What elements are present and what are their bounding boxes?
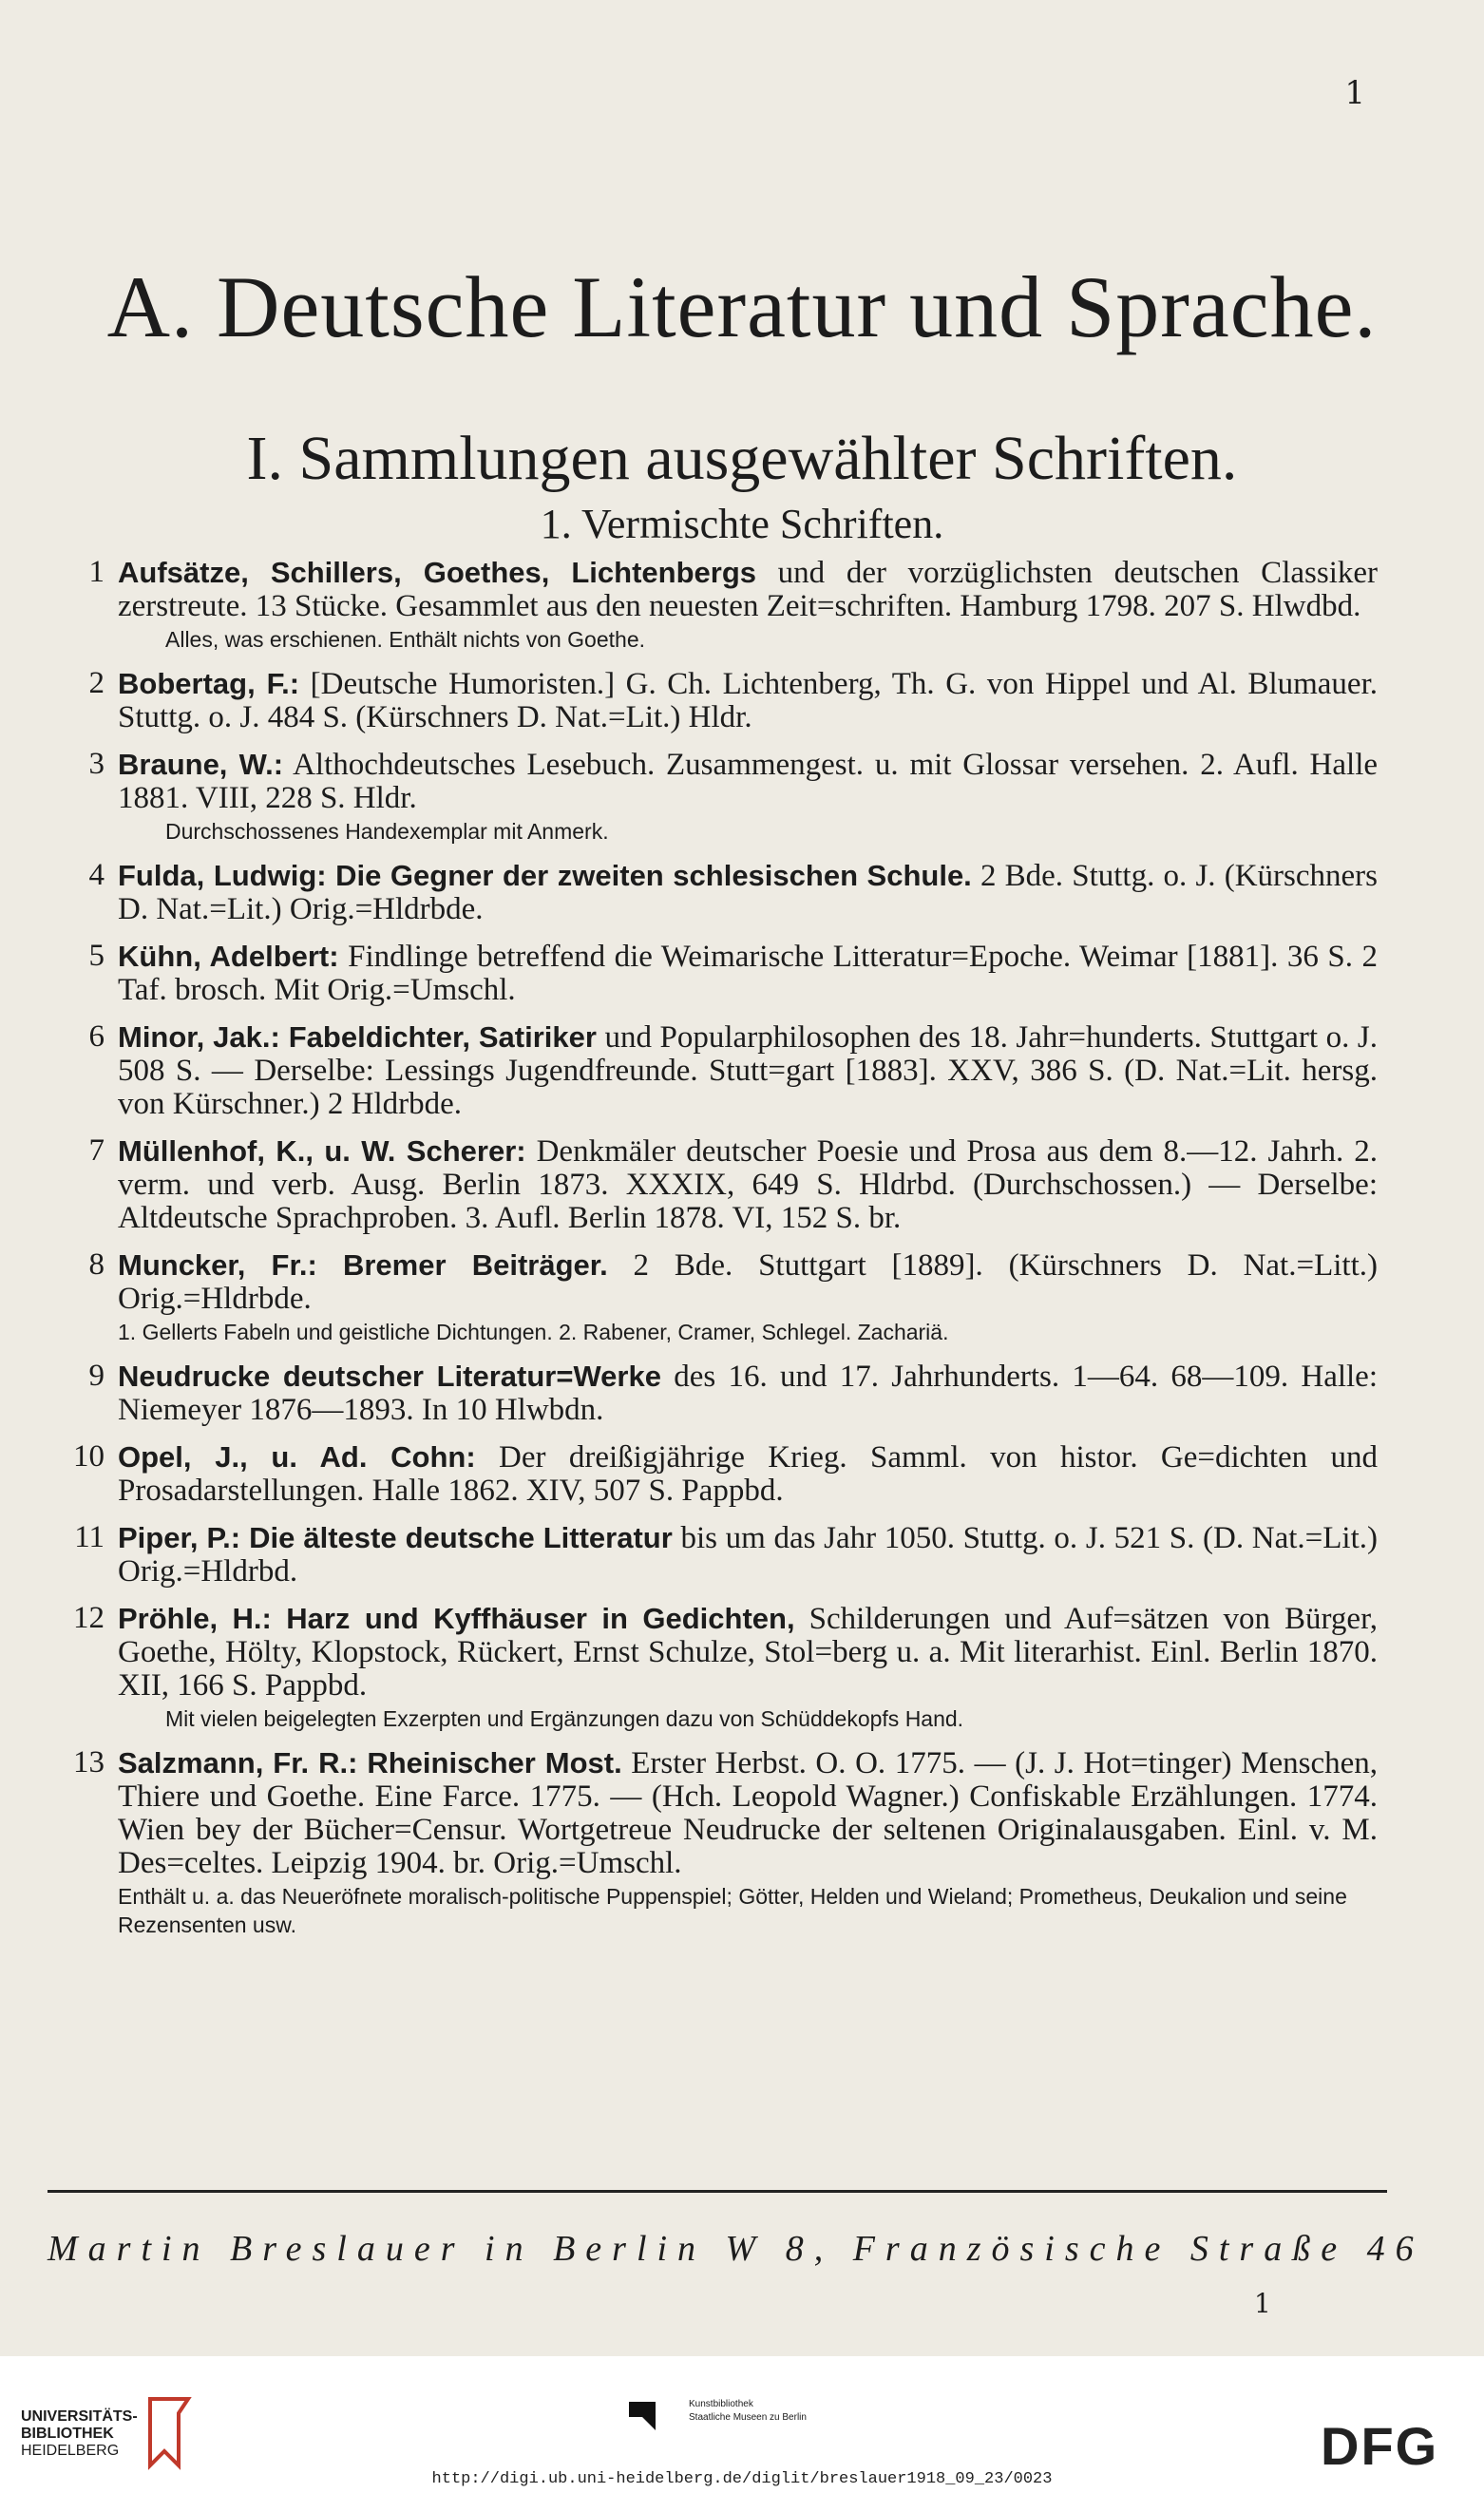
- catalog-entry: [48, 940, 1378, 1007]
- entry-text: Erster Herbst. O. O. 1775. — (J. J. Hot=tinger) Menschen, Thiere und Goethe. Eine Farce. 1775. — (Hch. Leopold Wagner.) Confiskable Erzählungen. 1774. Wien bey der Bücher=Censur. Wortgetreue Neudrucke der seltenen Originalausgaben. Einl. v. M. Des=celtes. Leipzig 1904. br. Orig.=Umschl.: [118, 1746, 1378, 1880]
- entry-author: Müllenhof, K., u. W. Scherer:: [118, 1134, 526, 1168]
- kunst-line2: Staatliche Museen zu Berlin: [689, 2412, 807, 2423]
- catalog-entry: [48, 1521, 1378, 1589]
- entry-number: 1: [88, 555, 105, 589]
- entry-number: 4: [88, 858, 105, 892]
- entry-note: Enthält u. a. das Neueröfnete moralisch-politische Puppenspiel; Götter, Helden und Wieland; Prometheus, Deukalion und seine Rezensenten usw.: [118, 1884, 1347, 1937]
- category-heading: 1. Vermischte Schriften.: [540, 501, 944, 547]
- entry-author: Bobertag, F.:: [118, 667, 300, 700]
- entry-number: 13: [73, 1745, 105, 1779]
- entry-body: [118, 748, 1378, 815]
- entry-number: 5: [88, 939, 105, 973]
- entry-body: [118, 1134, 1378, 1235]
- entry-text: des 16. und 17. Jahrhunderts. 1—64. 68—109. Halle: Niemeyer 1876—1893. In 10 Hlwbdn.: [118, 1360, 1378, 1427]
- library-emblem-icon: [141, 2394, 198, 2470]
- entry-note: 1. Gellerts Fabeln und geistliche Dichtungen. 2. Rabener, Cramer, Schlegel. Zachariä.: [118, 1320, 949, 1344]
- catalog-entry: [48, 1134, 1378, 1235]
- entry-author: Muncker, Fr.: Bremer Beiträger.: [118, 1248, 608, 1282]
- entry-number: 3: [88, 747, 105, 781]
- footer-page-number: 1: [1254, 2288, 1271, 2319]
- section-heading: A. Deutsche Literatur und Sprache.: [106, 258, 1378, 355]
- catalog-entry: [48, 859, 1378, 926]
- subsection-heading: I. Sammlungen ausgewählter Schriften.: [246, 424, 1238, 493]
- entry-author: Neudrucke deutscher Literatur=Werke: [118, 1360, 661, 1393]
- entry-author: Aufsätze, Schillers, Goethes, Lichtenbergs: [118, 556, 757, 589]
- catalog-entry: [48, 1440, 1378, 1508]
- university-library-logo[interactable]: [21, 2408, 138, 2460]
- entry-number: 11: [74, 1520, 105, 1554]
- entry-body: [118, 667, 1378, 734]
- entry-text: Denkmäler deutscher Poesie und Prosa aus dem 8.—12. Jahrh. 2. verm. und verb. Ausg. Berlin 1873. XXXIX, 649 S. Hldrbd. (Durchschossen.) — Derselbe: Altdeutsche Sprachproben. 3. Aufl. Berlin 1878. VI, 152 S. br.: [118, 1134, 1379, 1235]
- catalog-entry: [48, 556, 1378, 654]
- page-number: 1: [1344, 74, 1365, 112]
- catalog-entry: [48, 1248, 1378, 1346]
- entry-number: 7: [88, 1133, 105, 1168]
- entry-text: 2 Bde. Stuttg. o. J. (Kürschners D. Nat.=Lit.) Orig.=Hldrbde.: [118, 859, 1378, 926]
- entry-author: Braune, W.:: [118, 748, 284, 781]
- entry-text: Der dreißigjährige Krieg. Samml. von histor. Ge=dichten und Prosadarstellungen. Halle 1862. XIV, 507 S. Pappbd.: [118, 1440, 1378, 1508]
- entry-author: Opel, J., u. Ad. Cohn:: [118, 1440, 476, 1474]
- entry-body: [118, 1521, 1378, 1589]
- entry-note: Durchschossenes Handexemplar mit Anmerk.: [165, 819, 609, 844]
- kunstbibliothek-logo[interactable]: [627, 2394, 865, 2442]
- entry-author: Minor, Jak.: Fabeldichter, Satiriker: [118, 1020, 597, 1054]
- entry-number: 8: [88, 1247, 105, 1282]
- entry-author: Fulda, Ludwig: Die Gegner der zweiten schlesischen Schule.: [118, 859, 972, 892]
- entry-author: Pröhle, H.: Harz und Kyffhäuser in Gedichten,: [118, 1602, 795, 1635]
- library-line1: UNIVERSITÄTS-: [21, 2408, 138, 2425]
- library-line2: BIBLIOTHEK: [21, 2426, 114, 2442]
- source-url[interactable]: http://digi.ub.uni-heidelberg.de/diglit/breslauer1918_09_23/0023: [431, 2470, 1053, 2488]
- footer-rule: [48, 2190, 1387, 2193]
- entry-body: [118, 940, 1378, 1007]
- entry-list: [48, 556, 1378, 1952]
- entry-text: [Deutsche Humoristen.] G. Ch. Lichtenberg, Th. G. von Hippel und Al. Blumauer. Stuttg. o. J. 484 S. (Kürschners D. Nat.=Lit.) Hldr.: [118, 667, 1378, 734]
- entry-number: 2: [88, 666, 105, 700]
- catalog-entry: [48, 1602, 1378, 1733]
- entry-body: [118, 1440, 1378, 1508]
- kunstbibliothek-icon: [627, 2394, 675, 2432]
- entry-body: [118, 1248, 1378, 1316]
- publisher-footer: Martin Breslauer in Berlin W 8, Französische Straße 46: [48, 2229, 1424, 2269]
- entry-body: [118, 556, 1378, 623]
- entry-note: Mit vielen beigelegten Exzerpten und Ergänzungen dazu von Schüddekopfs Hand.: [165, 1706, 964, 1731]
- dfg-logo[interactable]: DFG: [1321, 2416, 1439, 2476]
- catalog-entry: [48, 1746, 1378, 1939]
- entry-body: [118, 1020, 1378, 1121]
- entry-body: [118, 1602, 1378, 1703]
- entry-text: und der vorzüglichsten deutschen Classiker zerstreute. 13 Stücke. Gesammlet aus den neuesten Zeit=schriften. Hamburg 1798. 207 S. Hlwdbd.: [118, 556, 1378, 623]
- entry-text: 2 Bde. Stuttgart [1889]. (Kürschners D. Nat.=Litt.) Orig.=Hldrbde.: [118, 1248, 1378, 1316]
- entry-number: 10: [73, 1439, 105, 1474]
- entry-text: bis um das Jahr 1050. Stuttg. o. J. 521 S. (D. Nat.=Lit.) Orig.=Hldrbd.: [118, 1521, 1379, 1589]
- entry-text: Althochdeutsches Lesebuch. Zusammengest. u. mit Glossar versehen. 2. Aufl. Halle 1881. VIII, 228 S. Hldr.: [118, 748, 1379, 815]
- digitization-bar: [0, 2356, 1484, 2493]
- entry-author: Piper, P.: Die älteste deutsche Litteratur: [118, 1521, 673, 1554]
- entry-text: Findlinge betreffend die Weimarische Litteratur=Epoche. Weimar [1881]. 36 S. 2 Taf. brosch. Mit Orig.=Umschl.: [118, 940, 1378, 1007]
- entry-body: [118, 859, 1378, 926]
- catalog-entry: [48, 667, 1378, 734]
- catalog-entry: [48, 748, 1378, 846]
- library-line3: HEIDELBERG: [21, 2443, 120, 2459]
- catalog-entry: [48, 1360, 1378, 1427]
- entry-number: 9: [88, 1359, 105, 1393]
- entry-author: Salzmann, Fr. R.: Rheinischer Most.: [118, 1746, 622, 1779]
- kunst-line1: Kunstbibliothek: [689, 2399, 753, 2409]
- entry-number: 6: [88, 1019, 105, 1054]
- entry-number: 12: [73, 1601, 105, 1635]
- entry-text: und Popularphilosophen des 18. Jahr=hunderts. Stuttgart o. J. 508 S. — Derselbe: Lessings Jugendfreunde. Stutt=gart [1883]. XXV, 386 S. (D. Nat.=Lit. hersg. von Kürschner.) 2 Hldrbde.: [118, 1020, 1378, 1121]
- entry-body: [118, 1746, 1378, 1880]
- entry-author: Kühn, Adelbert:: [118, 940, 339, 973]
- catalog-entry: [48, 1020, 1378, 1121]
- entry-body: [118, 1360, 1378, 1427]
- entry-note: Alles, was erschienen. Enthält nichts von Goethe.: [165, 627, 646, 652]
- entry-text: Schilderungen und Auf=sätzen von Bürger, Goethe, Hölty, Klopstock, Rückert, Ernst Schulze, Stol=berg u. a. Mit literarhist. Einl. Berlin 1870. XII, 166 S. Pappbd.: [118, 1602, 1378, 1703]
